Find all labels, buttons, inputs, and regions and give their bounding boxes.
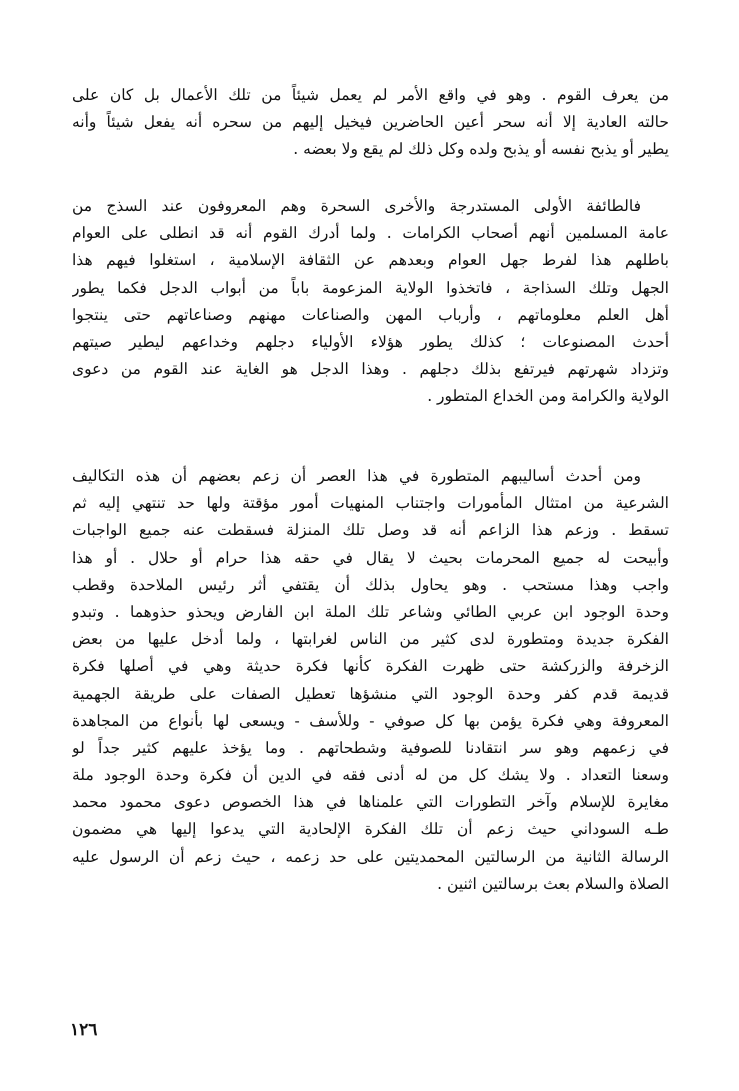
paragraph-3 [72, 463, 669, 898]
text-line: طـه السوداني حيث زعم أن تلك الفكرة الإلحادية التي يدعوا إليها هي مضمون [72, 820, 669, 839]
text-line: ومن أحدث أساليبهم المتطورة في هذا العصر أن زعم بعضهم أن هذه التكاليف [72, 467, 641, 485]
text-line: المعروفة وهي فكرة يؤمن بها كل صوفي - وللأسف - ويسعى لها بأنواع من المجاهدة [72, 711, 669, 730]
text-line: عامة المسلمين أنهم أصحاب الكرامات . ولما أدرك القوم أنه قد انطلى على العوام [72, 224, 669, 243]
paragraph-2 [72, 193, 669, 411]
text-line: في زعمهم وهو سر انتقادنا للصوفية وشطحاتهم . وما يؤخذ عليهم كثير جداً لو [72, 738, 669, 757]
text-line: يطير أو يذبح نفسه أو يذبح ولده وكل ذلك لم يقع ولا بعضه . [293, 140, 669, 159]
text-line: الرسالة الثانية من الرسالتين المحمديتين على حد زعمه ، حيث زعم أن الرسول عليه [72, 847, 669, 866]
text-line: فالطائفة الأولى المستدرجة والأخرى السحرة وهم المعروفون عند السذج من [72, 197, 641, 215]
text-line: الجهل وتلك السذاجة ، فاتخذوا الولاية المزعومة باباً من أبواب الدجل فكما يطور [72, 278, 669, 297]
text-line: باطلهم هذا لفرط جهل العوام وبعدهم عن الثقافة الإسلامية ، استغلوا فيهم هذا [72, 251, 669, 270]
page-number: ١٢٦ [70, 1020, 98, 1040]
text-line: واجب وهذا مستحب . وهو يحاول بذلك أن يقتفي أثر رئيس الملاحدة وقطب [72, 575, 669, 594]
text-line: وتزداد شهرتهم فيرتفع بذلك دجلهم . وهذا الدجل هو الغاية عند القوم من دعوى [72, 360, 669, 379]
text-line: قديمة قدم كفر وحدة الوجود التي منشؤها تعطيل الصفات على طريقة الجهمية [72, 684, 669, 703]
text-line: الفكرة جديدة ومتطورة لدى كثير من الناس لغرابتها ، ولما أدخل عليها من بعض [72, 630, 669, 649]
text-line: الزخرفة والزركشة حتى ظهرت الفكرة كأنها فكرة حديثة وهي في أصلها فكرة [72, 657, 669, 676]
text-line: الولاية والكرامة ومن الخداع المتطور . [427, 387, 669, 406]
text-line: وسعنا التعداد . ولا يشك كل من له أدنى فقه في الدين أن فكرة وحدة الوجود ملة [72, 766, 669, 785]
text-line: وأبيحت له جميع المحرمات بحيث لا يقال في حقه هذا حرام أو حلال . أو هذا [72, 548, 669, 567]
text-line: أهل العلم معلوماتهم ، وأرباب المهن والصناعات مهنهم وصناعاتهم حتى ينتجوا [72, 305, 669, 324]
paragraph-1 [72, 82, 669, 164]
text-line: مغايرة للإسلام وآخر التطورات التي علمناها في هذا الخصوص دعوى محمود محمد [72, 793, 669, 812]
text-line: من يعرف القوم . وهو في واقع الأمر لم يعمل شيئاً من تلك الأعمال بل كان على [72, 86, 669, 104]
text-line: الشرعية من امتثال المأمورات واجتناب المنهيات أمور مؤقتة ولها حد تنتهي إليه ثم [72, 494, 669, 513]
text-line: وحدة الوجود ابن عربي الطائي وشاعر تلك الملة ابن الفارض ويحذو حذوهما . وتبدو [72, 602, 669, 621]
text-line: حالته العادية إلا أنه سحر أعين الحاضرين فيخيل إليهم من سحره أنه يفعل شيئاً وأنه [72, 113, 669, 132]
text-line: أحدث المصنوعات ؛ كذلك يطور هؤلاء الأولياء دجلهم وخداعهم ليطير صيتهم [72, 332, 669, 351]
text-line: تسقط . وزعم هذا الزاعم أنه قد وصل تلك المنزلة فسقطت عنه جميع الواجبات [72, 521, 669, 540]
text-line: الصلاة والسلام بعث برسالتين اثنين . [437, 874, 669, 893]
